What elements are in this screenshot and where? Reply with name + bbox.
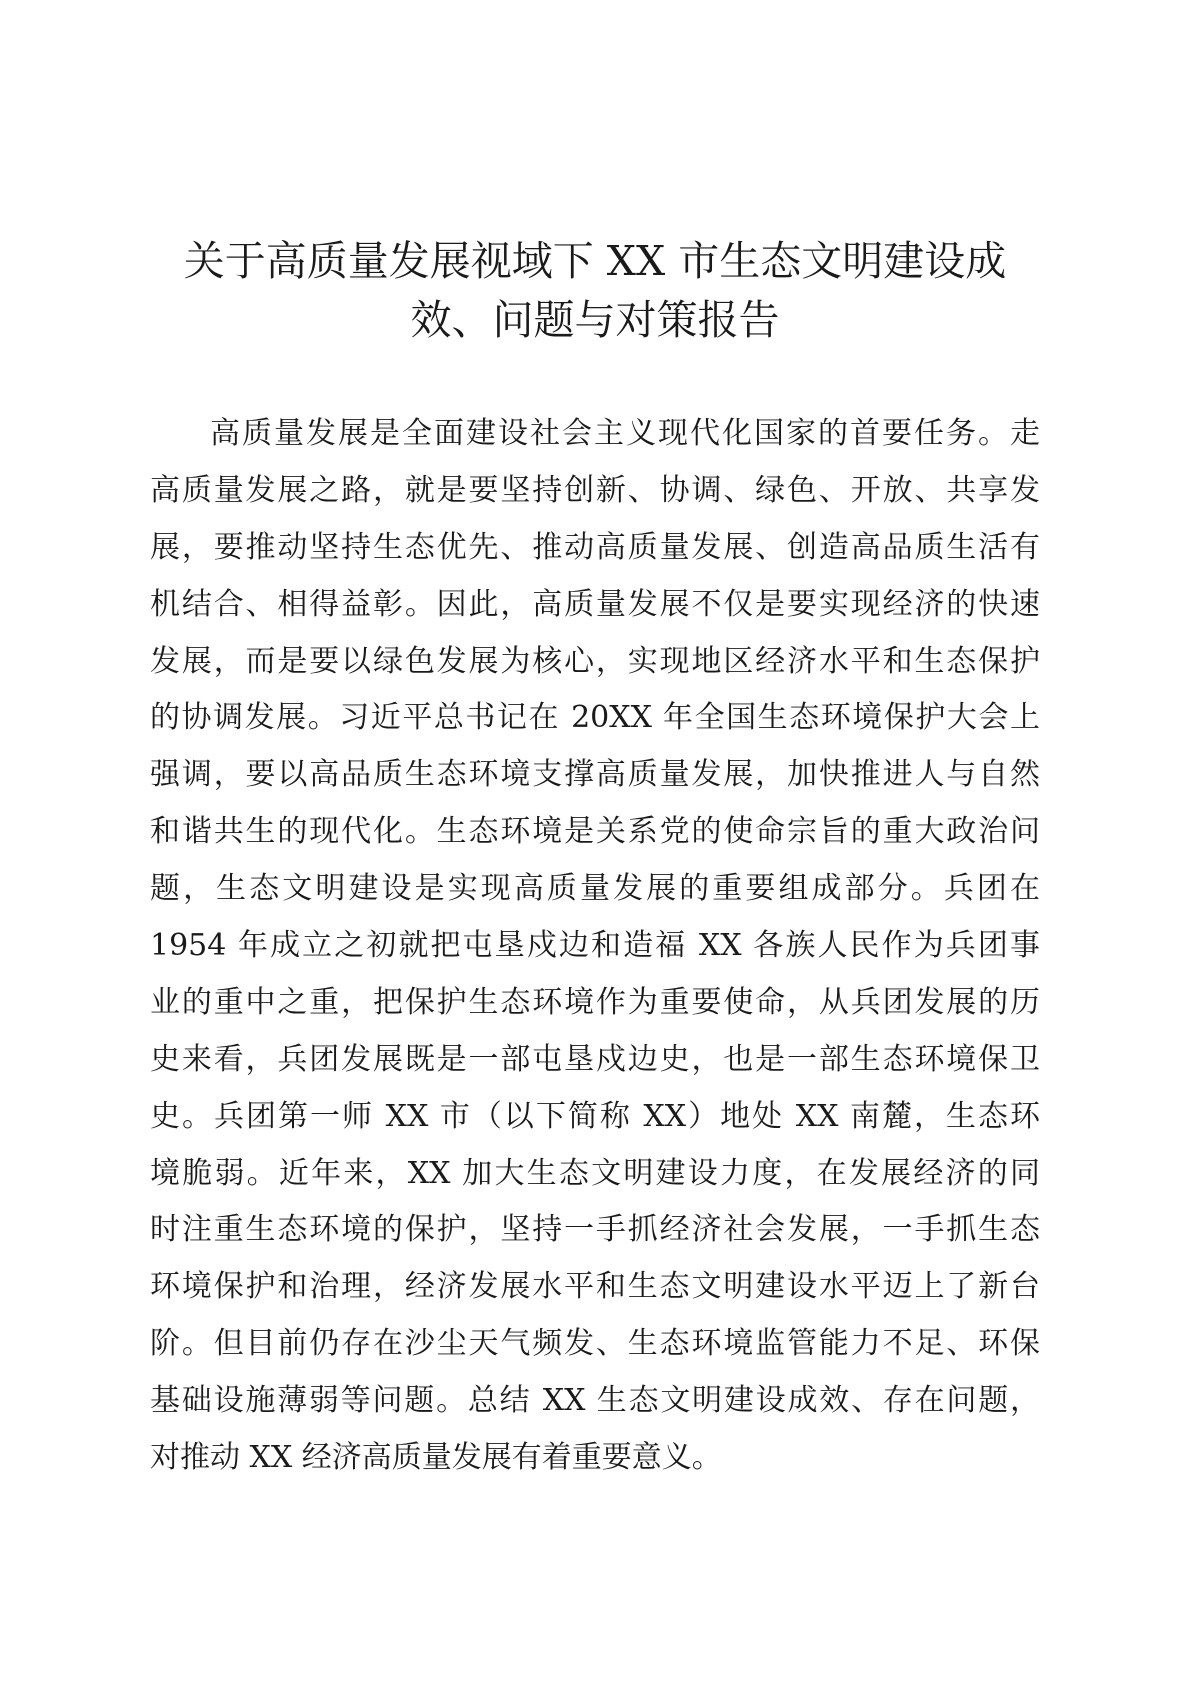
- paragraph-line-12: 史来看，兵团发展既是一部屯垦戍边史，也是一部生态环境保卫: [150, 1041, 1040, 1077]
- paragraph-line-8: 和谐共生的现代化。生态环境是关系党的使命宗旨的重大政治问: [150, 814, 1040, 850]
- paragraph-line-9: 题，生态文明建设是实现高质量发展的重要组成部分。兵团在: [150, 871, 1040, 907]
- paragraph-line-17: 阶。但目前仍存在沙尘天气频发、生态环境监管能力不足、环保: [150, 1326, 1040, 1362]
- paragraph-line-14: 境脆弱。近年来，XX 加大生态文明建设力度，在发展经济的同: [150, 1155, 1040, 1191]
- paragraph-line-4: 机结合、相得益彰。因此，高质量发展不仅是要实现经济的快速: [150, 586, 1040, 622]
- paragraph-line-6: 的协调发展。习近平总书记在 20XX 年全国生态环境保护大会上: [150, 700, 1040, 736]
- paragraph-line-2: 高质量发展之路，就是要坚持创新、协调、绿色、开放、共享发: [150, 472, 1040, 508]
- title-line-2: 效、问题与对策报告: [410, 296, 780, 344]
- paragraph-line-15: 时注重生态环境的保护，坚持一手抓经济社会发展，一手抓生态: [150, 1212, 1040, 1248]
- paragraph-line-11: 业的重中之重，把保护生态环境作为重要使命，从兵团发展的历: [150, 984, 1040, 1020]
- paragraph-line-5: 发展，而是要以绿色发展为核心，实现地区经济水平和生态保护: [150, 643, 1040, 679]
- paragraph-line-16: 环境保护和治理，经济发展水平和生态文明建设水平迈上了新台: [150, 1269, 1040, 1305]
- title-line-1: 关于高质量发展视域下 XX 市生态文明建设成: [183, 237, 1007, 285]
- paragraph-line-13: 史。兵团第一师 XX 市（以下简称 XX）地处 XX 南麓，生态环: [150, 1098, 1040, 1134]
- paragraph-line-18: 基础设施薄弱等问题。总结 XX 生态文明建设成效、存在问题，: [150, 1383, 1040, 1419]
- document-title: [150, 232, 1040, 350]
- paragraph-line-7: 强调，要以高品质生态环境支撑高质量发展，加快推进人与自然: [150, 757, 1040, 793]
- paragraph-line-19: 对推动 XX 经济高质量发展有着重要意义。: [150, 1440, 722, 1476]
- paragraph-line-3: 展，要推动坚持生态优先、推动高质量发展、创造高品质生活有: [150, 529, 1040, 565]
- paragraph-line-10: 1954 年成立之初就把屯垦戍边和造福 XX 各族人民作为兵团事: [150, 928, 1040, 964]
- body-paragraph: [150, 406, 1040, 1487]
- paragraph-line-1: 高质量发展是全面建设社会主义现代化国家的首要任务。走: [210, 416, 1040, 451]
